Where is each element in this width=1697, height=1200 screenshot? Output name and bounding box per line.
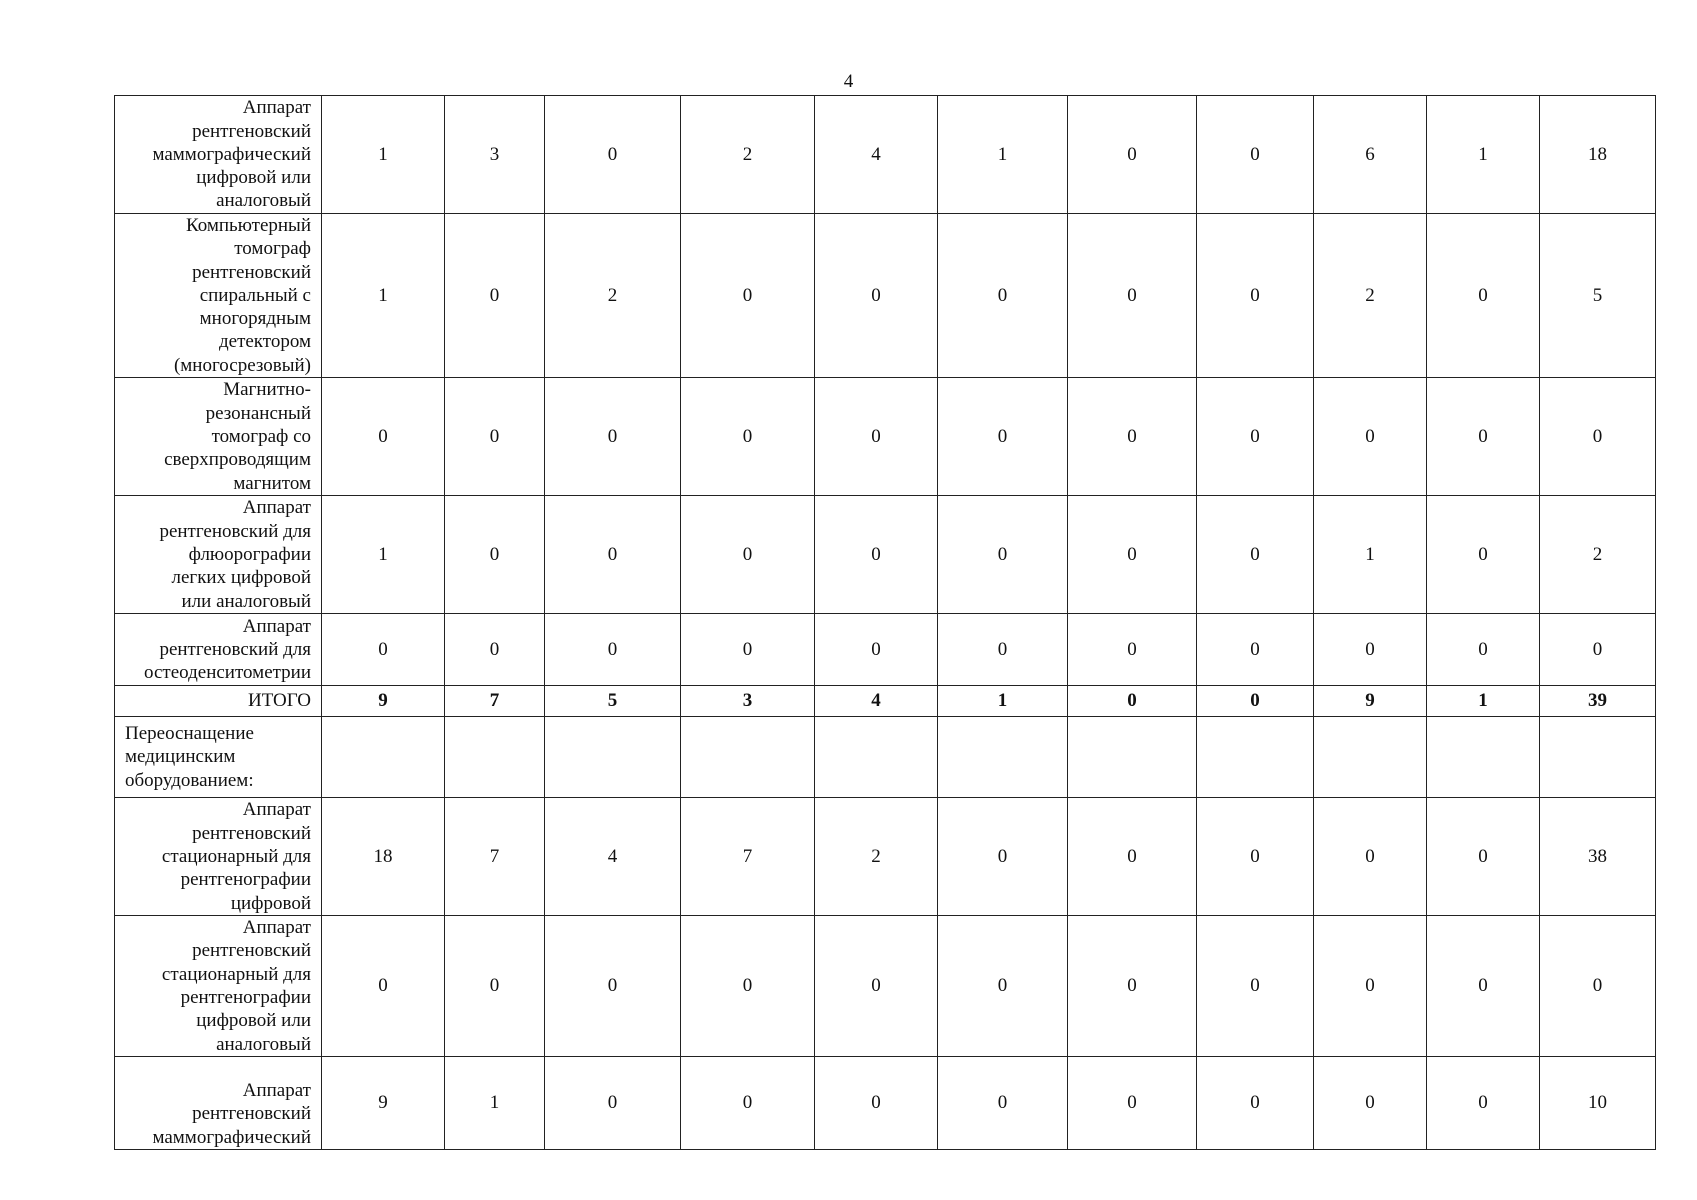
value-cell: 0 [1068, 686, 1197, 717]
value-cell: 0 [1068, 496, 1197, 614]
value-cell: 39 [1540, 686, 1656, 717]
table-row [115, 496, 1656, 614]
value-cell: 0 [1540, 378, 1656, 496]
label-line: маммографический [152, 143, 311, 165]
label-line: флюорографии [188, 543, 311, 565]
value-cell: 0 [1427, 1057, 1540, 1150]
value-cell: 0 [1540, 916, 1656, 1057]
value-cell: 7 [445, 686, 545, 717]
value-cell: 0 [681, 214, 815, 378]
value-cell: 10 [1540, 1057, 1656, 1150]
value-cell: 0 [1068, 798, 1197, 916]
value-cell: 0 [545, 378, 681, 496]
row-label [115, 378, 322, 496]
value-cell: 38 [1540, 798, 1656, 916]
value-cell: 18 [322, 798, 445, 916]
label-line: маммографический [152, 1126, 311, 1148]
value-cell: 0 [815, 1057, 938, 1150]
value-cell: 0 [1427, 916, 1540, 1057]
value-cell: 0 [445, 378, 545, 496]
row-label [115, 798, 322, 916]
label-line: цифровой или [196, 1010, 311, 1032]
value-cell: 0 [445, 214, 545, 378]
value-cell: 0 [1427, 496, 1540, 614]
label-line: рентгеновский для [159, 638, 311, 660]
label-line: аналоговый [216, 1033, 311, 1055]
empty-cell [1314, 717, 1427, 798]
label-line: аналоговый [216, 190, 311, 212]
value-cell: 0 [545, 1057, 681, 1150]
equipment-table [114, 95, 1656, 1150]
value-cell: 1 [1427, 96, 1540, 214]
row-label [115, 496, 322, 614]
label-line: магнитом [233, 472, 311, 494]
value-cell: 0 [1314, 614, 1427, 686]
label-line: Компьютерный [185, 215, 311, 236]
table-row [115, 1057, 1656, 1150]
value-cell: 4 [545, 798, 681, 916]
value-cell: 0 [938, 798, 1068, 916]
row-label [115, 96, 322, 214]
label-line: стационарный для [161, 845, 311, 867]
value-cell: 0 [938, 214, 1068, 378]
label-line: сверхпроводящим [164, 449, 311, 471]
value-cell: 0 [1068, 916, 1197, 1057]
label-line: рентгеновский [192, 940, 311, 962]
value-cell: 0 [1197, 686, 1314, 717]
value-cell: 0 [938, 614, 1068, 686]
value-cell: 0 [1068, 214, 1197, 378]
value-cell: 1 [938, 96, 1068, 214]
value-cell: 0 [1314, 378, 1427, 496]
row-label [115, 717, 322, 798]
value-cell: 0 [445, 496, 545, 614]
empty-cell [1068, 717, 1197, 798]
value-cell: 0 [1314, 1057, 1427, 1150]
label-line: Аппарат [242, 1080, 311, 1102]
value-cell: 0 [1068, 378, 1197, 496]
empty-cell [815, 717, 938, 798]
label-line: стационарный для [161, 963, 311, 985]
label-line: рентгенографии [180, 869, 311, 891]
label-line: остеоденситометрии [144, 662, 311, 684]
table-row [115, 378, 1656, 496]
table-row [115, 614, 1656, 686]
label-line: Магнитно- [223, 379, 311, 401]
label-line: резонансный [205, 402, 311, 424]
empty-cell [1427, 717, 1540, 798]
label-line: рентгеновский [192, 822, 311, 844]
label-line: Переоснащение [125, 723, 254, 745]
value-cell: 9 [322, 1057, 445, 1150]
value-cell: 0 [1197, 614, 1314, 686]
label-line: цифровой [230, 892, 311, 914]
value-cell: 0 [1427, 798, 1540, 916]
row-label [115, 916, 322, 1057]
label-line: рентгеновский [192, 261, 311, 283]
label-line: легких цифровой [171, 567, 311, 589]
value-cell: 0 [1314, 916, 1427, 1057]
value-cell: 1 [322, 214, 445, 378]
label-line: томограф со [211, 425, 311, 447]
label-line: Аппарат [242, 799, 311, 821]
section-row [115, 717, 1656, 798]
table-body [115, 96, 1656, 1150]
value-cell: 0 [1197, 798, 1314, 916]
label-line: Аппарат [242, 917, 311, 939]
label-line: (многосрезовый) [173, 354, 311, 376]
value-cell: 1 [445, 1057, 545, 1150]
value-cell: 6 [1314, 96, 1427, 214]
value-cell: 0 [815, 614, 938, 686]
value-cell: 0 [815, 378, 938, 496]
value-cell: 2 [1540, 496, 1656, 614]
table-row [115, 686, 1656, 717]
table-row [115, 916, 1656, 1057]
row-label [115, 1057, 322, 1150]
value-cell: 0 [1068, 96, 1197, 214]
value-cell: 2 [1314, 214, 1427, 378]
value-cell: 0 [681, 614, 815, 686]
value-cell: 0 [322, 614, 445, 686]
value-cell: 1 [1427, 686, 1540, 717]
value-cell: 5 [1540, 214, 1656, 378]
label-line: томограф [234, 238, 311, 260]
value-cell: 2 [681, 96, 815, 214]
value-cell: 3 [681, 686, 815, 717]
row-label [115, 214, 322, 378]
label-line: детектором [218, 331, 311, 353]
value-cell: 0 [1197, 378, 1314, 496]
value-cell: 7 [445, 798, 545, 916]
table-row [115, 798, 1656, 916]
value-cell: 1 [938, 686, 1068, 717]
label-line: рентгеновский для [159, 520, 311, 542]
label-line: или аналоговый [181, 590, 311, 612]
empty-cell [1197, 717, 1314, 798]
value-cell: 2 [815, 798, 938, 916]
value-cell: 0 [545, 916, 681, 1057]
value-cell: 0 [938, 916, 1068, 1057]
value-cell: 0 [815, 916, 938, 1057]
value-cell: 0 [815, 496, 938, 614]
value-cell: 1 [322, 96, 445, 214]
label-line: медицинским [125, 746, 236, 768]
value-cell: 0 [1197, 916, 1314, 1057]
label-line: рентгенографии [180, 987, 311, 1009]
value-cell: 0 [815, 214, 938, 378]
value-cell: 1 [1314, 496, 1427, 614]
row-label [115, 686, 322, 717]
empty-cell [445, 717, 545, 798]
value-cell: 0 [322, 378, 445, 496]
value-cell: 0 [545, 614, 681, 686]
value-cell: 3 [445, 96, 545, 214]
value-cell: 2 [545, 214, 681, 378]
empty-cell [1540, 717, 1656, 798]
value-cell: 0 [1068, 614, 1197, 686]
empty-cell [322, 717, 445, 798]
page-number: 4 [843, 71, 854, 92]
value-cell: 0 [545, 96, 681, 214]
label-line: многорядным [199, 308, 311, 330]
value-cell: 0 [1197, 214, 1314, 378]
value-cell: 7 [681, 798, 815, 916]
empty-cell [681, 717, 815, 798]
value-cell: 4 [815, 96, 938, 214]
value-cell: 5 [545, 686, 681, 717]
label-line: Аппарат [242, 615, 311, 637]
value-cell: 0 [445, 614, 545, 686]
value-cell: 0 [545, 496, 681, 614]
value-cell: 0 [938, 378, 1068, 496]
value-cell: 0 [445, 916, 545, 1057]
value-cell: 18 [1540, 96, 1656, 214]
value-cell: 0 [938, 1057, 1068, 1150]
value-cell: 0 [1197, 496, 1314, 614]
label-line: Аппарат [242, 97, 311, 119]
value-cell: 1 [322, 496, 445, 614]
value-cell: 4 [815, 686, 938, 717]
empty-cell [545, 717, 681, 798]
value-cell: 0 [1427, 614, 1540, 686]
value-cell: 0 [681, 1057, 815, 1150]
value-cell: 0 [681, 496, 815, 614]
label-line: ИТОГО [247, 690, 311, 712]
value-cell: 0 [1540, 614, 1656, 686]
value-cell: 9 [1314, 686, 1427, 717]
label-line: рентгеновский [192, 1103, 311, 1125]
label-line: спиральный с [199, 284, 311, 306]
value-cell: 0 [681, 916, 815, 1057]
label-line: оборудованием: [125, 769, 254, 791]
value-cell: 0 [1427, 378, 1540, 496]
value-cell: 0 [1427, 214, 1540, 378]
value-cell: 9 [322, 686, 445, 717]
value-cell: 0 [681, 378, 815, 496]
value-cell: 0 [1197, 1057, 1314, 1150]
value-cell: 0 [1314, 798, 1427, 916]
table-row [115, 96, 1656, 214]
value-cell: 0 [938, 496, 1068, 614]
empty-cell [938, 717, 1068, 798]
label-line: рентгеновский [192, 120, 311, 142]
value-cell: 0 [322, 916, 445, 1057]
value-cell: 0 [1197, 96, 1314, 214]
label-line: цифровой или [196, 167, 311, 189]
label-line: Аппарат [242, 497, 311, 519]
value-cell: 0 [1068, 1057, 1197, 1150]
table-row [115, 214, 1656, 378]
row-label [115, 614, 322, 686]
